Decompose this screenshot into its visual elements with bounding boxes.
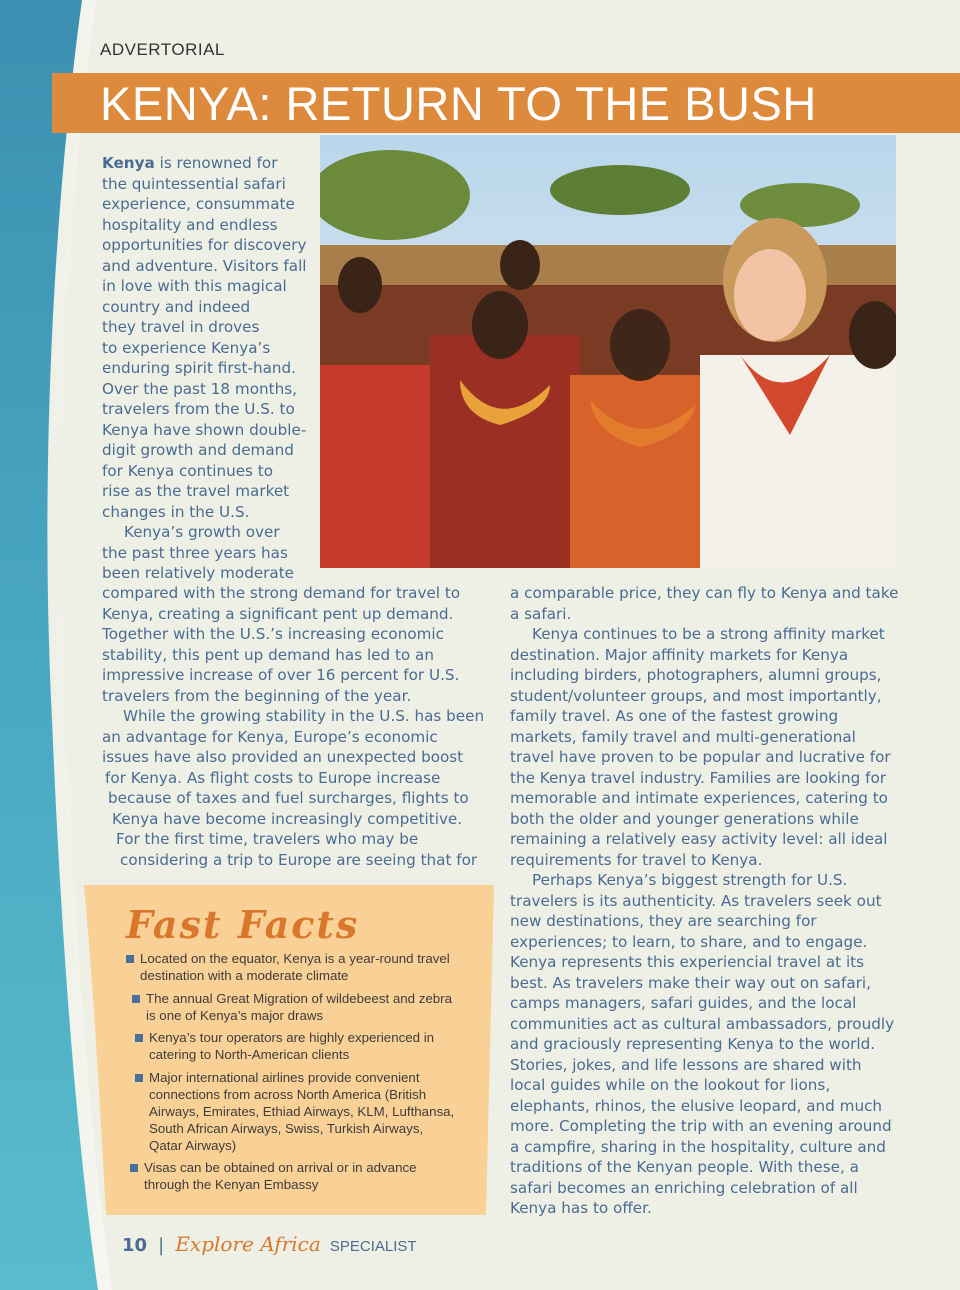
fast-facts-title: Fast Facts (126, 902, 360, 947)
intro-paragraph: Kenya is renowned for the quintessential safari experience, consummate hospitality and endless opportunities for discovery and adventure. Visitors fall in love with this magical country and indeed they travel in droves to experience Kenya’s enduring spirit first-hand. Over the past 18 months, travelers from the U.S. to Kenya have shown double- digit growth and demand for Kenya continues to rise as the travel market changes in the U.S. (102, 154, 307, 521)
text-line: issues have also provided an unexpected boost (102, 748, 464, 766)
paragraph-authenticity: Perhaps Kenya’s biggest strength for U.S. travelers is its authenticity. As travelers seek out new destinations, they are searching for experiences; to learn, to share, and to engage. Kenya represents this experiencial travel at its best. As travelers make their way out on safari, camps managers, safari guides, and the local communities act as cultural ambassadors, proudly and graciously representing Kenya to the world. Stories, jokes, and life lessons are shared with local guides while on the lookout for lions, elephants, rhinos, the elusive leopard, and much more. Completing the trip with an evening around a campfire, sharing in the hospitality, culture and traditions of the Kenyan people. With these, a safari becomes an enriching celebration of all Kenya has to offer. (510, 871, 895, 1217)
text-line: While the growing stability in the U.S. has been (123, 707, 485, 725)
fact-item: Major international airlines provide convenient connections from across North America (British Airways, Emirates, Ethiad Airways, KLM, Lufthansa, South African Airways, Swiss, Turkish Airways, Qatar Airways) (133, 1069, 459, 1154)
text-line: considering a trip to Europe are seeing that for (120, 850, 478, 869)
paragraph-price: a comparable price, they can fly to Kenya and take a safari. (510, 584, 899, 623)
square-bullet-icon (126, 955, 134, 963)
brand-suffix: SPECIALIST (329, 1238, 417, 1255)
fact-item: Visas can be obtained on arrival or in advance through the Kenyan Embassy (128, 1159, 459, 1193)
text-line: Kenya have become increasingly competitive. (112, 809, 463, 828)
text-line: For the first time, travelers who may be (116, 830, 419, 848)
text-line: an advantage for Kenya, Europe’s economic (102, 727, 438, 746)
article-left-column (102, 583, 497, 870)
text-line: because of taxes and fuel surcharges, flights to (108, 789, 469, 807)
square-bullet-icon (132, 995, 140, 1003)
article-right-column (510, 583, 900, 1219)
growth-paragraph-start: Kenya’s growth over the past three years has been relatively moderate (102, 523, 295, 582)
text-line: compared with the strong demand for travel to (102, 584, 461, 602)
fast-facts-list (124, 950, 459, 1199)
footer-separator: | (158, 1235, 165, 1256)
text-line: impressive increase of over 16 percent for U.S. (102, 666, 460, 684)
page-title: KENYA: RETURN TO THE BUSH (100, 77, 817, 130)
text-line: for Kenya. As flight costs to Europe increase (105, 768, 441, 787)
square-bullet-icon (135, 1074, 143, 1082)
article-intro-column (102, 153, 312, 584)
text-line: stability, this pent up demand has led to an (102, 645, 434, 664)
fact-item: The annual Great Migration of wildebeest and zebra is one of Kenya’s major draws (130, 990, 459, 1024)
text-line: travelers from the beginning of the year. (102, 686, 412, 705)
square-bullet-icon (135, 1034, 143, 1042)
safari-photo (320, 135, 896, 568)
paragraph-affinity: Kenya continues to be a strong affinity market destination. Major affinity markets for Kenya including birders, photographers, alumni groups, student/volunteer groups, and most importantly, family travel. As one of the fastest growing markets, family travel and multi-generational travel have proven to be popular and lucrative for the Kenya travel industry. Families are looking for memorable and intimate experiences, catering to both the older and younger generations while remaining a relatively easy activity level: all ideal requirements for travel to Kenya. (510, 625, 891, 869)
text-line: Together with the U.S.’s increasing economic (102, 625, 444, 643)
square-bullet-icon (130, 1164, 138, 1172)
advertorial-label: ADVERTORIAL (100, 40, 225, 59)
text-line: Kenya, creating a significant pent up demand. (102, 604, 454, 623)
brand-logo-text: Explore Africa (175, 1232, 321, 1256)
intro-lead-word: Kenya (102, 154, 155, 172)
fact-item: Located on the equator, Kenya is a year-round travel destination with a moderate climate (124, 950, 459, 984)
page-number: 10 (122, 1235, 148, 1256)
page-footer (122, 1232, 417, 1256)
fact-item: Kenya’s tour operators are highly experienced in catering to North-American clients (133, 1029, 459, 1063)
